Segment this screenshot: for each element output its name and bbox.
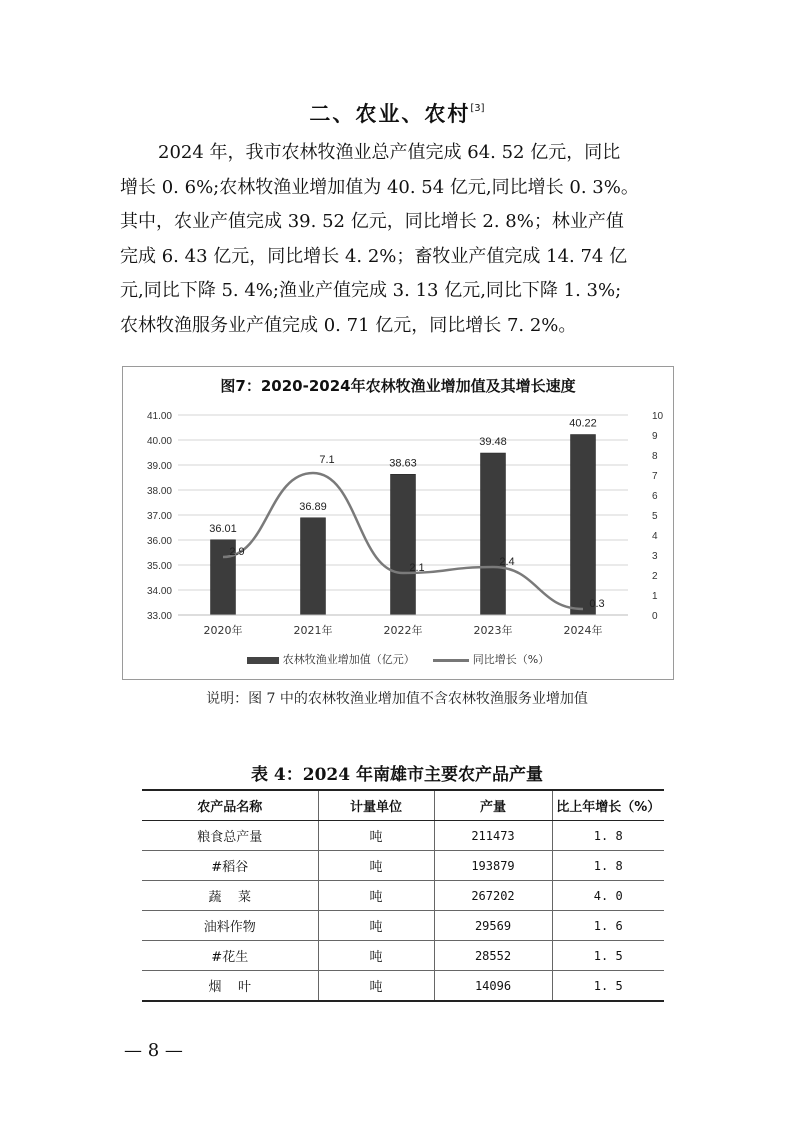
- header-output: 产量: [434, 790, 552, 821]
- x-tick-label: 2024年: [563, 624, 603, 637]
- table-row: [142, 851, 664, 881]
- chart-legend: [123, 651, 673, 667]
- y-right-tick-label: 10: [652, 411, 664, 422]
- cell-growth: 1. 8: [552, 851, 664, 881]
- y-right-tick-label: 9: [652, 431, 658, 442]
- cell-unit: 吨: [318, 881, 434, 911]
- chart-note: 说明：图 7 中的农林牧渔业增加值不含农林牧渔服务业增加值: [206, 691, 588, 707]
- y-right-tick-label: 2: [652, 571, 658, 582]
- line-data-label: 2.9: [229, 546, 245, 558]
- cell-growth: 4. 0: [552, 881, 664, 911]
- legend-bar-swatch: [247, 657, 279, 664]
- header-product-name: 农产品名称: [142, 790, 318, 821]
- bar: [301, 518, 326, 615]
- x-tick-label: 2022年: [383, 624, 423, 637]
- chart-figure: [122, 366, 674, 680]
- cell-output: 14096: [434, 971, 552, 1002]
- x-tick-label: 2020年: [203, 624, 243, 637]
- cell-growth: 1. 5: [552, 941, 664, 971]
- chart-title: 图7：2020-2024年农林牧渔业增加值及其增长速度: [220, 377, 576, 395]
- paragraph-line: 农林牧渔服务业产值完成 0. 71 亿元，同比增长 7. 2%。: [120, 314, 577, 336]
- y-left-tick-label: 40.00: [146, 436, 172, 447]
- cell-growth: 1. 6: [552, 911, 664, 941]
- y-right-tick-label: 8: [652, 451, 658, 462]
- cell-growth: 1. 5: [552, 971, 664, 1002]
- y-left-tick-label: 36.00: [146, 536, 172, 547]
- y-left-tick-label: 34.00: [146, 586, 172, 597]
- bar-data-label: 36.89: [299, 500, 327, 513]
- y-right-tick-label: 7: [652, 471, 658, 482]
- cell-unit: 吨: [318, 821, 434, 851]
- cell-unit: 吨: [318, 851, 434, 881]
- line-data-label: 7.1: [319, 454, 335, 466]
- bar: [481, 453, 506, 615]
- cell-growth: 1. 8: [552, 821, 664, 851]
- y-right-tick-label: 6: [652, 491, 658, 502]
- cell-product: 粮食总产量: [142, 821, 318, 851]
- cell-output: 267202: [434, 881, 552, 911]
- table-row: [142, 821, 664, 851]
- section-heading-text: 二、农业、农村: [309, 102, 471, 126]
- paragraph-line: 增长 0. 6%;农林牧渔业增加值为 40. 54 亿元,同比增长 0. 3%。: [120, 176, 639, 198]
- cell-product: #花生: [142, 941, 318, 971]
- bar-data-label: 36.01: [209, 522, 237, 535]
- y-left-tick-label: 35.00: [146, 561, 172, 572]
- y-left-tick-label: 39.00: [146, 461, 172, 472]
- footnote-marker: [3]: [470, 103, 485, 114]
- y-left-tick-label: 37.00: [146, 511, 172, 522]
- paragraph-line: 完成 6. 43 亿元，同比增长 4. 2%；畜牧业产值完成 14. 74 亿: [120, 245, 628, 267]
- legend-line-label: 同比增长（%）: [472, 653, 550, 666]
- y-right-tick-label: 1: [652, 591, 658, 602]
- table-row: [142, 911, 664, 941]
- bar-data-label: 38.63: [389, 457, 417, 470]
- paragraph-line: 2024 年，我市农林牧渔业总产值完成 64. 52 亿元，同比: [158, 142, 621, 163]
- cell-output: 211473: [434, 821, 552, 851]
- table-row: [142, 941, 664, 971]
- x-tick-label: 2021年: [293, 624, 333, 637]
- bar-data-label: 40.22: [569, 417, 597, 430]
- legend-bar-label: 农林牧渔业增加值（亿元）: [282, 653, 415, 666]
- cell-output: 29569: [434, 911, 552, 941]
- bar: [391, 474, 416, 615]
- bar-data-label: 39.48: [479, 436, 507, 448]
- cell-output: 28552: [434, 941, 552, 971]
- x-tick-label: 2023年: [473, 624, 513, 637]
- body-paragraph: [120, 136, 676, 344]
- y-right-tick-label: 0: [652, 611, 658, 622]
- bar: [571, 435, 596, 616]
- paragraph-line: 元,同比下降 5. 4%;渔业产值完成 3. 13 亿元,同比下降 1. 3%;: [120, 280, 622, 302]
- production-table: [142, 789, 664, 1002]
- cell-product: 油料作物: [142, 911, 318, 941]
- line-data-label: 0.3: [589, 598, 605, 610]
- section-heading: [0, 98, 794, 128]
- cell-unit: 吨: [318, 911, 434, 941]
- cell-unit: 吨: [318, 941, 434, 971]
- header-growth: 比上年增长（%）: [552, 790, 664, 821]
- y-right-tick-label: 4: [652, 531, 658, 542]
- cell-output: 193879: [434, 851, 552, 881]
- cell-product: 蔬 菜: [142, 881, 318, 911]
- cell-product: 烟 叶: [142, 971, 318, 1002]
- table-title: 表 4：2024 年南雄市主要农产品产量: [251, 765, 543, 785]
- line-data-label: 2.1: [409, 562, 425, 574]
- y-left-tick-label: 33.00: [146, 611, 172, 622]
- header-unit: 计量单位: [318, 790, 434, 821]
- y-left-tick-label: 38.00: [146, 486, 172, 497]
- y-left-tick-label: 41.00: [146, 411, 172, 422]
- table-header-row: [142, 790, 664, 821]
- page-number: — 8 —: [124, 1040, 183, 1061]
- chart-plot: [123, 367, 673, 679]
- line-data-label: 2.4: [499, 556, 515, 568]
- table-row: [142, 881, 664, 911]
- cell-product: #稻谷: [142, 851, 318, 881]
- y-right-tick-label: 5: [652, 511, 658, 522]
- y-right-tick-label: 3: [652, 551, 658, 562]
- cell-unit: 吨: [318, 971, 434, 1002]
- table-row: [142, 971, 664, 1002]
- paragraph-line: 其中，农业产值完成 39. 52 亿元，同比增长 2. 8%；林业产值: [120, 211, 624, 233]
- legend-line-swatch: [433, 659, 469, 662]
